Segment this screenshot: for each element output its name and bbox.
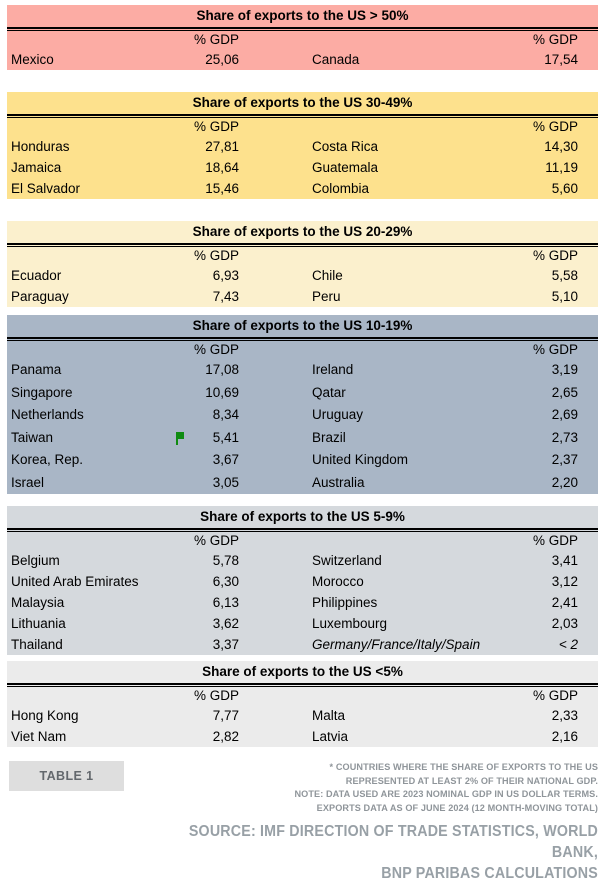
column-header-row bbox=[7, 118, 598, 136]
gdp-column-header: % GDP bbox=[193, 688, 239, 703]
table-row bbox=[7, 157, 598, 178]
country-cell: Lithuania bbox=[11, 616, 66, 631]
column-header-row bbox=[7, 341, 598, 359]
source-line: SOURCE: IMF DIRECTION OF TRADE STATISTICS, WORLD BANK, bbox=[188, 823, 598, 861]
section-share-gt-50 bbox=[7, 5, 598, 70]
country-cell: Korea, Rep. bbox=[11, 452, 84, 467]
country-cell: Honduras bbox=[11, 139, 70, 154]
table-row bbox=[7, 592, 598, 613]
spacer-cell bbox=[7, 532, 157, 550]
country-cell: Philippines bbox=[312, 595, 378, 610]
country-cell: United Kingdom bbox=[312, 452, 409, 467]
footnotes bbox=[143, 761, 598, 815]
value-cell bbox=[157, 427, 247, 450]
value-cell: 5,78 bbox=[212, 553, 239, 568]
country-cell: Morocco bbox=[312, 574, 364, 589]
column-header-row bbox=[7, 247, 598, 265]
section-share-lt-5 bbox=[7, 661, 598, 747]
country-cell: El Salvador bbox=[11, 181, 81, 196]
value-cell: 2,41 bbox=[551, 595, 578, 610]
country-cell: Guatemala bbox=[312, 160, 379, 175]
table-row bbox=[7, 472, 598, 495]
value-cell: 6,30 bbox=[212, 574, 239, 589]
table-row bbox=[7, 382, 598, 405]
country-cell: Peru bbox=[312, 289, 341, 304]
value-cell: 3,62 bbox=[212, 616, 239, 631]
value-cell: 3,19 bbox=[551, 362, 578, 377]
table-row bbox=[7, 726, 598, 747]
country-cell: Chile bbox=[312, 268, 343, 283]
table-row bbox=[7, 136, 598, 157]
value-cell: 2,20 bbox=[551, 474, 578, 490]
section-title: Share of exports to the US 5-9% bbox=[200, 509, 405, 524]
value-cell: 2,33 bbox=[551, 708, 578, 723]
section-share-10-19 bbox=[7, 315, 598, 494]
gdp-column-header: % GDP bbox=[193, 32, 239, 47]
table-row bbox=[7, 427, 598, 450]
spacer-cell bbox=[247, 118, 407, 136]
spacer-cell bbox=[7, 341, 157, 359]
value-cell: 10,69 bbox=[205, 384, 239, 400]
country-cell: Costa Rica bbox=[312, 139, 379, 154]
value-cell: 3,41 bbox=[551, 553, 578, 568]
value-cell: 14,30 bbox=[544, 139, 578, 154]
source-line: BNP PARIBAS CALCULATIONS bbox=[381, 865, 598, 882]
gdp-column-header: % GDP bbox=[532, 688, 578, 703]
value-text: 5,41 bbox=[212, 429, 239, 445]
table-row bbox=[7, 613, 598, 634]
table-row bbox=[7, 359, 598, 382]
value-cell: 2,73 bbox=[551, 429, 578, 445]
table-row bbox=[7, 634, 598, 655]
country-group-cell: Germany/France/Italy/Spain bbox=[312, 637, 481, 652]
value-cell: 5,10 bbox=[551, 289, 578, 304]
country-cell: Netherlands bbox=[11, 407, 84, 422]
table-number-badge: TABLE 1 bbox=[9, 761, 124, 791]
footnote-line: * COUNTRIES WHERE THE SHARE OF EXPORTS TO THE US bbox=[329, 762, 598, 773]
value-cell: 17,08 bbox=[205, 362, 239, 377]
value-cell: 11,19 bbox=[545, 160, 578, 175]
footnote-line: REPRESENTED AT LEAST 2% OF THEIR NATIONAL GDP. bbox=[345, 775, 598, 787]
section-title: Share of exports to the US <5% bbox=[202, 664, 403, 679]
value-cell: 25,06 bbox=[205, 52, 239, 67]
gdp-column-header: % GDP bbox=[193, 248, 239, 263]
country-cell: Qatar bbox=[312, 384, 346, 400]
country-cell: Panama bbox=[11, 362, 62, 377]
table-row bbox=[7, 550, 598, 571]
country-cell: Malta bbox=[312, 708, 346, 723]
footnote-block bbox=[124, 761, 598, 884]
table-row bbox=[7, 265, 598, 286]
value-cell: < 2 bbox=[558, 637, 578, 652]
spacer-cell bbox=[7, 31, 157, 49]
section-share-20-29 bbox=[7, 221, 598, 307]
gdp-column-header: % GDP bbox=[532, 119, 578, 134]
value-cell: 2,16 bbox=[551, 729, 578, 744]
value-cell: 3,12 bbox=[551, 574, 578, 589]
gdp-column-header: % GDP bbox=[532, 533, 578, 548]
table-row bbox=[7, 178, 598, 199]
country-cell: Uruguay bbox=[312, 407, 364, 422]
section-share-5-9 bbox=[7, 506, 598, 655]
table-row bbox=[7, 49, 598, 70]
value-cell: 5,58 bbox=[551, 268, 578, 283]
value-cell: 2,82 bbox=[212, 729, 239, 744]
table-row bbox=[7, 449, 598, 472]
table-row bbox=[7, 571, 598, 592]
section-title: Share of exports to the US 30-49% bbox=[192, 95, 413, 110]
gdp-column-header: % GDP bbox=[193, 533, 239, 548]
country-cell: Switzerland bbox=[312, 553, 382, 568]
section-title: Share of exports to the US > 50% bbox=[196, 8, 409, 23]
spacer-cell bbox=[247, 31, 407, 49]
gdp-column-header: % GDP bbox=[532, 248, 578, 263]
country-cell: Ecuador bbox=[11, 268, 62, 283]
country-cell: Malaysia bbox=[11, 595, 65, 610]
country-cell: Paraguay bbox=[11, 289, 69, 304]
value-cell: 3,37 bbox=[212, 637, 239, 652]
country-cell: Jamaica bbox=[11, 160, 62, 175]
column-header-row bbox=[7, 532, 598, 550]
column-header-row bbox=[7, 31, 598, 49]
value-cell: 3,05 bbox=[212, 474, 239, 490]
table-row bbox=[7, 286, 598, 307]
green-flag-icon bbox=[175, 432, 185, 445]
gdp-column-header: % GDP bbox=[193, 119, 239, 134]
value-cell: 17,54 bbox=[544, 52, 578, 67]
value-cell: 2,65 bbox=[551, 384, 578, 400]
value-cell: 3,67 bbox=[212, 452, 239, 467]
value-cell: 2,37 bbox=[551, 452, 578, 467]
spacer-cell bbox=[7, 118, 157, 136]
country-cell: Mexico bbox=[11, 52, 54, 67]
table-row bbox=[7, 705, 598, 726]
country-cell: Taiwan bbox=[11, 429, 54, 445]
value-cell: 8,34 bbox=[212, 407, 239, 422]
country-cell: Brazil bbox=[312, 429, 346, 445]
country-cell: Latvia bbox=[312, 729, 349, 744]
column-header-row bbox=[7, 687, 598, 705]
section-title: Share of exports to the US 20-29% bbox=[192, 224, 413, 239]
value-cell: 7,77 bbox=[212, 708, 239, 723]
section-share-30-49 bbox=[7, 92, 598, 199]
spacer-cell bbox=[247, 247, 407, 265]
value-cell: 15,46 bbox=[205, 181, 239, 196]
value-cell: 5,60 bbox=[551, 181, 578, 196]
value-cell: 6,13 bbox=[212, 595, 239, 610]
value-cell: 2,69 bbox=[551, 407, 578, 422]
spacer-cell bbox=[247, 341, 407, 359]
spacer-cell bbox=[7, 687, 157, 705]
country-cell: Luxembourg bbox=[312, 616, 388, 631]
gdp-column-header: % GDP bbox=[532, 32, 578, 47]
footnote-line: EXPORTS DATA AS OF JUNE 2024 (12 MONTH-MOVING TOTAL) bbox=[316, 802, 598, 814]
country-cell: Hong Kong bbox=[11, 708, 79, 723]
source-text bbox=[162, 821, 598, 884]
spacer-cell bbox=[247, 687, 407, 705]
country-cell: Canada bbox=[312, 52, 360, 67]
value-cell: 2,03 bbox=[551, 616, 578, 631]
section-title: Share of exports to the US 10-19% bbox=[192, 318, 413, 333]
value-cell: 7,43 bbox=[212, 289, 239, 304]
value-cell: 18,64 bbox=[205, 160, 239, 175]
country-cell: Thailand bbox=[11, 637, 63, 652]
country-cell: Singapore bbox=[11, 384, 73, 400]
footnote-line: NOTE: DATA USED ARE 2023 NOMINAL GDP IN US DOLLAR TERMS. bbox=[294, 789, 598, 800]
spacer-cell bbox=[247, 532, 407, 550]
value-cell: 6,93 bbox=[212, 268, 239, 283]
table-row bbox=[7, 404, 598, 427]
gdp-column-header: % GDP bbox=[532, 342, 578, 357]
country-cell: Colombia bbox=[312, 181, 370, 196]
country-cell: Israel bbox=[11, 474, 45, 490]
value-cell: 27,81 bbox=[205, 139, 239, 154]
country-cell: Viet Nam bbox=[11, 729, 67, 744]
gdp-column-header: % GDP bbox=[193, 342, 239, 357]
country-cell: Australia bbox=[312, 474, 365, 490]
country-cell: Belgium bbox=[11, 553, 60, 568]
country-cell: United Arab Emirates bbox=[11, 574, 139, 589]
spacer-cell bbox=[7, 247, 157, 265]
country-cell: Ireland bbox=[312, 362, 354, 377]
footer bbox=[7, 761, 598, 884]
